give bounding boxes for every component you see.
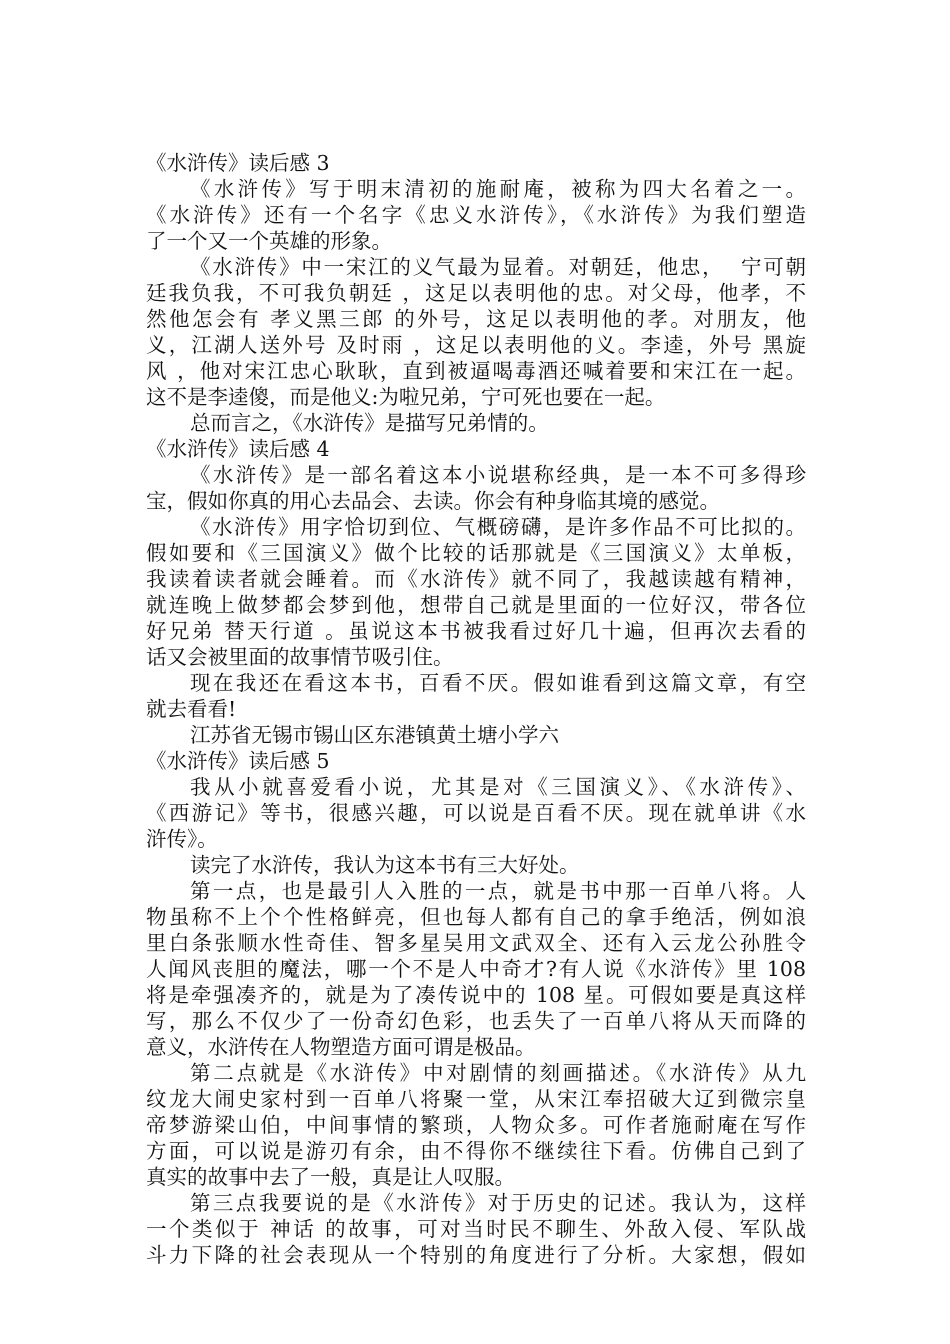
text-line: 话又会被里面的故事情节吸引住。: [146, 645, 454, 669]
text-line: 将是牵强凑齐的，就是为了凑传说中的 108 星。可假如要是真这样: [146, 983, 806, 1007]
text-line: 我读着读者就会睡着。而《水浒传》就不同了，我越读越有精神，: [146, 567, 806, 591]
text-line: 我从小就喜爱看小说，尤其是对《三国演义》、《水浒传》、: [190, 775, 806, 799]
text-line: 第二点就是《水浒传》中对剧情的刻画描述。《水浒传》从九: [190, 1061, 806, 1085]
text-line: 这不是李逵傻，而是他义:为啦兄弟，宁可死也要在一起。: [146, 385, 666, 409]
text-line: 《水浒传》写于明末清初的施耐庵，被称为四大名着之一。: [190, 177, 806, 201]
text-line: 里白条张顺水性奇佳、智多星吴用文武双全、还有入云龙公孙胜令: [146, 931, 806, 955]
text-line: 浒传》。: [146, 827, 218, 851]
text-line: 就连晚上做梦都会梦到他，想带自己就是里面的一位好汉，带各位: [146, 593, 806, 617]
text-line: 真实的故事中去了一般，真是让人叹服。: [146, 1165, 515, 1189]
text-line: 假如要和《三国演义》做个比较的话那就是《三国演义》太单板，: [146, 541, 806, 565]
text-line: 《水浒传》是一部名着这本小说堪称经典，是一本不可多得珍: [190, 463, 806, 487]
text-line: 斗力下降的社会表现从一个特别的角度进行了分析。大家想，假如: [146, 1243, 806, 1267]
text-line: 《水浒传》中一宋江的义气最为显着。对朝廷，他忠， 宁可朝: [190, 255, 806, 279]
text-line: 了一个又一个英雄的形象。: [146, 229, 392, 253]
text-line: 《水浒传》读后感 5: [146, 749, 330, 773]
text-line: 好兄弟 替天行道 。虽说这本书被我看过好几十遍，但再次去看的: [146, 619, 806, 643]
text-line: 然他怎会有 孝义黑三郎 的外号，这足以表明他的孝。对朋友，他: [146, 307, 806, 331]
text-line: 义，江湖人送外号 及时雨 ，这足以表明他的义。李逵，外号 黑旋: [146, 333, 806, 357]
text-line: 《水浒传》读后感 3: [146, 151, 330, 175]
text-line: 《水浒传》用字恰切到位、气概磅礴，是许多作品不可比拟的。: [190, 515, 806, 539]
text-line: 《西游记》等书，很感兴趣，可以说是百看不厌。现在就单讲《水: [146, 801, 806, 825]
text-line: 读完了水浒传，我认为这本书有三大好处。: [190, 853, 580, 877]
text-line: 江苏省无锡市锡山区东港镇黄土塘小学六: [190, 723, 559, 747]
text-line: 就去看看!: [146, 697, 237, 721]
text-line: 人闻风丧胆的魔法，哪一个不是人中奇才?有人说《水浒传》里 108: [146, 957, 806, 981]
text-line: 《水浒传》还有一个名字《忠义水浒传》，《水浒传》为我们塑造: [146, 203, 806, 227]
text-line: 廷我负我，不可我负朝廷 ，这足以表明他的忠。对父母，他孝，不: [146, 281, 806, 305]
text-line: 一个类似于 神话 的故事，可对当时民不聊生、外敌入侵、军队战: [146, 1217, 806, 1241]
text-line: 宝，假如你真的用心去品会、去读。你会有种身临其境的感觉。: [146, 489, 720, 513]
text-line: 意义，水浒传在人物塑造方面可谓是极品。: [146, 1035, 536, 1059]
text-line: 纹龙大闹史家村到一百单八将聚一堂，从宋江奉招破大辽到微宗皇: [146, 1087, 806, 1111]
text-line: 方面，可以说是游刃有余，由不得你不继续往下看。仿佛自己到了: [146, 1139, 806, 1163]
text-line: 帝梦游梁山伯，中间事情的繁琐，人物众多。可作者施耐庵在写作: [146, 1113, 806, 1137]
text-line: 现在我还在看这本书，百看不厌。假如谁看到这篇文章，有空: [190, 671, 806, 695]
text-line: 物虽称不上个个性格鲜亮，但也每人都有自己的拿手绝活，例如浪: [146, 905, 806, 929]
text-line: 第一点，也是最引人入胜的一点，就是书中那一百单八将。人: [190, 879, 806, 903]
text-line: 第三点我要说的是《水浒传》对于历史的记述。我认为，这样: [190, 1191, 806, 1215]
text-line: 写，那么不仅少了一份奇幻色彩，也丢失了一百单八将从天而降的: [146, 1009, 806, 1033]
text-line: 风 ，他对宋江忠心耿耿，直到被逼喝毒酒还喊着要和宋江在一起。: [146, 359, 806, 383]
text-line: 《水浒传》读后感 4: [146, 437, 330, 461]
text-line: 总而言之，《水浒传》是描写兄弟情的。: [190, 411, 549, 435]
